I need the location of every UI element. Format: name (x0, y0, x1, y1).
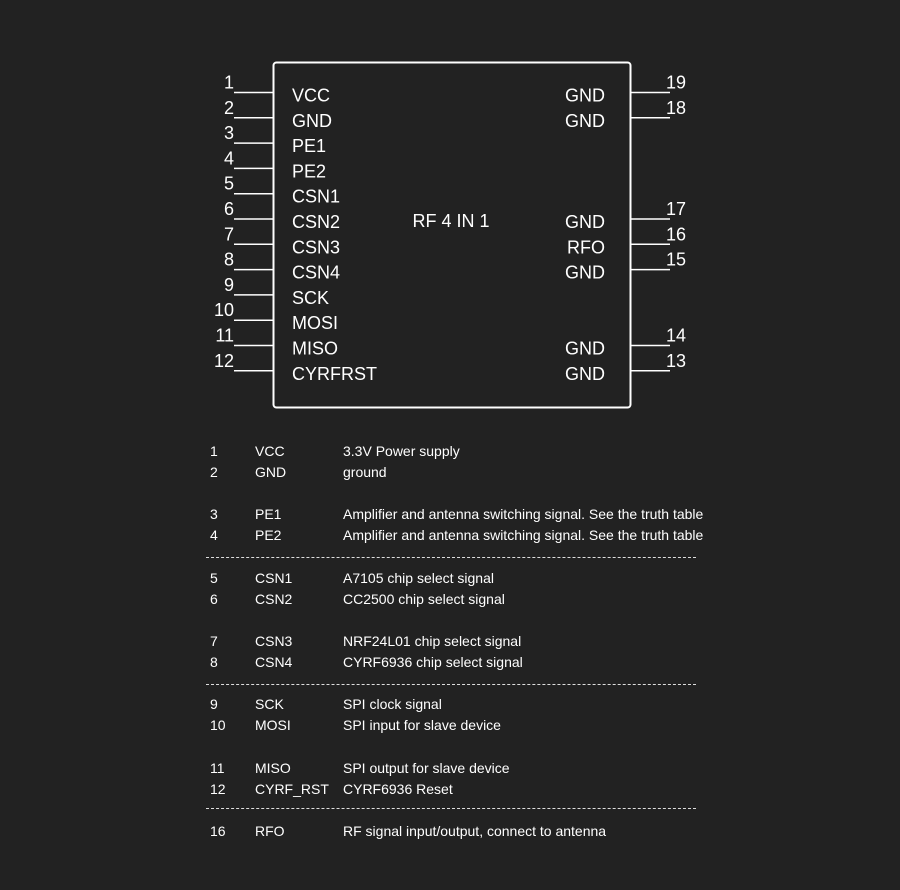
pin-name-cell: PE1 (255, 506, 282, 522)
pin-label: CSN1 (292, 186, 341, 207)
pin-name-cell: CSN1 (255, 570, 293, 586)
pin-label: GND (565, 212, 605, 232)
pin-label: PE2 (292, 161, 327, 182)
pin-description-cell: SPI input for slave device (343, 717, 501, 733)
pin-number: 10 (213, 300, 234, 321)
pin-label: PE1 (292, 136, 327, 157)
chip-title: RF 4 IN 1 (412, 211, 490, 231)
pin-description-cell: CYRF6936 Reset (343, 781, 453, 797)
pin-number: 19 (666, 72, 687, 93)
pin-number: 5 (223, 173, 234, 194)
pin-label: GND (565, 110, 605, 131)
pin-description-cell: RF signal input/output, connect to antenna (343, 823, 607, 839)
right-pin-group (565, 73, 686, 384)
pin-number-cell: 2 (210, 464, 218, 480)
pin-label: GND (565, 363, 605, 384)
pin-label: SCK (292, 287, 330, 308)
pin-name-cell: PE2 (255, 527, 282, 543)
pin-description-cell: CC2500 chip select signal (343, 591, 505, 607)
pin-label: VCC (292, 85, 331, 106)
pin-name-cell: CSN4 (255, 654, 293, 670)
pin-number-cell: 6 (210, 591, 218, 607)
pin-number-cell: 11 (210, 760, 225, 776)
pin-number: 11 (215, 325, 234, 346)
pin-number-cell: 3 (210, 506, 218, 522)
pin-description-cell: Amplifier and antenna switching signal. See the truth table (343, 527, 704, 543)
pin-number-cell: 12 (210, 781, 226, 797)
pin-number: 2 (223, 97, 234, 118)
pin-number-cell: 10 (210, 717, 226, 733)
left-pin-group (214, 73, 377, 384)
pin-number: 4 (223, 148, 234, 169)
pin-number: 3 (223, 123, 234, 144)
pin-number: 12 (213, 350, 234, 371)
pin-number-cell: 9 (210, 696, 218, 712)
pin-number: 7 (223, 224, 234, 245)
pin-description-cell: A7105 chip select signal (343, 570, 494, 586)
pin-number-cell: 1 (210, 443, 218, 459)
pin-number-cell: 8 (210, 654, 218, 670)
pin-name-cell: MOSI (255, 717, 291, 733)
pin-number: 18 (666, 97, 687, 118)
pin-number: 15 (666, 249, 687, 270)
pin-number: 8 (223, 249, 234, 270)
group-divider (206, 684, 696, 685)
pin-label: CSN3 (292, 237, 341, 258)
pin-number-cell: 5 (210, 570, 218, 586)
pin-number-cell: 7 (210, 633, 218, 649)
pin-description-cell: CYRF6936 chip select signal (343, 654, 523, 670)
pin-label: GND (565, 338, 605, 359)
pin-label: GND (292, 110, 332, 131)
pin-label: MISO (292, 338, 339, 359)
pin-number: 17 (666, 199, 687, 219)
pin-number: 6 (223, 199, 234, 219)
pin-description-cell: Amplifier and antenna switching signal. See the truth table (343, 506, 704, 522)
pin-number-cell: 16 (210, 823, 226, 839)
pin-label: CSN2 (292, 212, 341, 232)
pin-number: 16 (666, 224, 687, 245)
pin-name-cell: CSN2 (255, 591, 293, 607)
pin-label: MOSI (292, 313, 339, 334)
pin-label: GND (565, 85, 605, 106)
pin-name-cell: MISO (255, 760, 291, 776)
pin-description-cell: SPI output for slave device (343, 760, 510, 776)
pin-name-cell: GND (255, 464, 287, 480)
pin-name-cell: VCC (255, 443, 285, 459)
group-divider (206, 808, 696, 809)
pin-name-cell: RFO (255, 823, 285, 839)
pin-number: 13 (666, 350, 687, 371)
pin-label: CSN4 (292, 262, 341, 283)
pin-name-cell: SCK (255, 696, 284, 712)
pin-label: GND (565, 262, 605, 283)
left-pin-1 (224, 73, 330, 106)
pin-number: 1 (223, 72, 234, 93)
pin-description-cell: NRF24L01 chip select signal (343, 633, 522, 649)
pin-name-cell: CSN3 (255, 633, 293, 649)
chip-pinout-diagram (0, 0, 900, 430)
pin-description-cell: ground (343, 464, 387, 480)
pin-description-cell: SPI clock signal (343, 696, 442, 712)
pin-number: 9 (223, 274, 234, 295)
pin-number-cell: 4 (210, 527, 218, 543)
pin-description-cell: 3.3V Power supply (343, 443, 460, 459)
group-divider (206, 557, 696, 558)
pin-label: CYRFRST (292, 363, 377, 384)
pin-number: 14 (666, 325, 687, 346)
pin-name-cell: CYRF_RST (255, 781, 329, 797)
pin-label: RFO (567, 237, 605, 258)
